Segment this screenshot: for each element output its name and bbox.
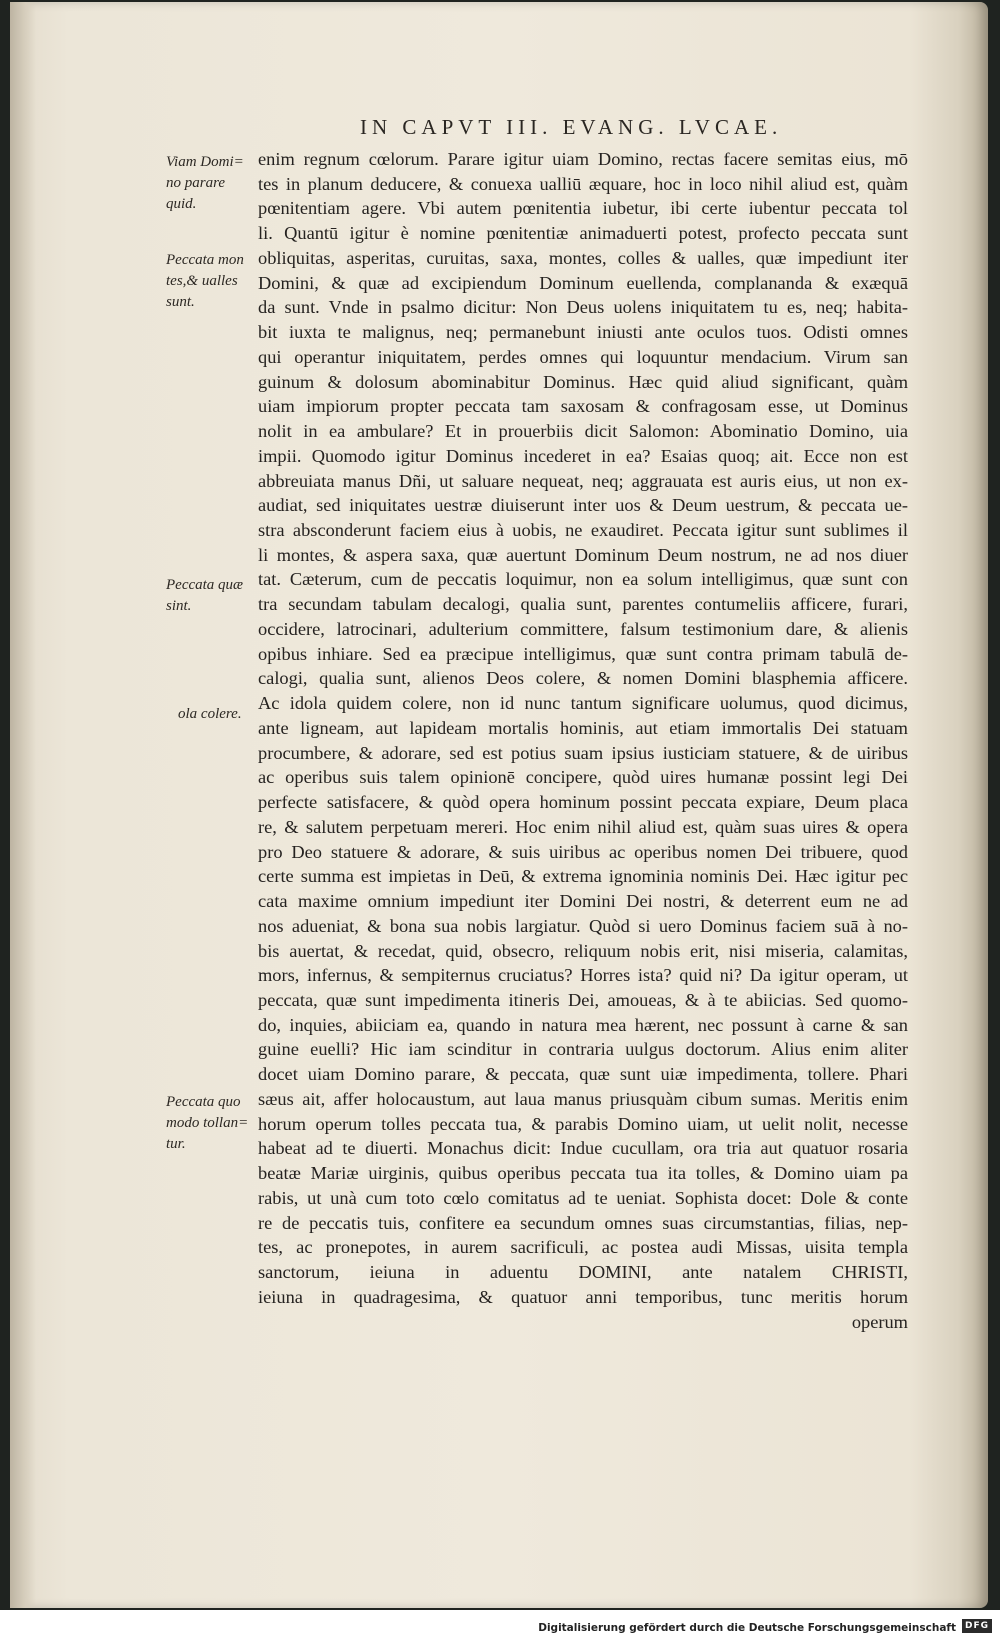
text-line: stra absconderunt faciem eius à uobis, ne exaudiret. Peccata igitur sunt sublimes il	[258, 520, 908, 541]
text-line: tat. Cæterum, cum de peccatis loquimur, non ea solum intelligimus, quæ sunt con	[258, 569, 908, 590]
text-line: abbreuiata manus Dñi, ut saluare nequeat, neq; aggrauata est auris eius, ut non ex-	[258, 470, 908, 491]
text-line: re de peccatis tuis, confitere ea secundum omnes suas circumstantias, filias, nep-	[258, 1212, 908, 1233]
margin-note-peccata-tollantur: Peccata quo modo tollan= tur.	[166, 1094, 249, 1152]
text-line: occidere, latrocinari, adulterium committere, falsum testimonium dare, & alienis	[258, 618, 908, 639]
text-line: Domini, & quæ ad excipiendum Dominum euellenda, complananda & exæquā	[258, 272, 908, 293]
text-line: ieiuna in quadragesima, & quatuor anni temporibus, tunc meritis horum	[258, 1286, 908, 1307]
text-line: uiam impiorum propter peccata tam saxosam & confragosam esse, ut Dominus	[258, 396, 908, 417]
text-line: mors, infernus, & sempiternus cruciatus? Horres ista? quid ni? Da igitur operam, ut	[258, 965, 908, 986]
text-line: da sunt. Vnde in psalmo dicitur: Non Deus uolens iniquitatem tu es, neq; habita-	[258, 297, 908, 318]
text-line: perfecte satisfacere, & quòd opera hominum possint peccata expiare, Deum placa	[258, 792, 908, 813]
text-line: nolit in ea ambulare? Et in prouerbiis dicit Salomon: Abominatio Domino, uia	[258, 421, 908, 442]
text-line: beatæ Mariæ uirginis, quibus operibus peccata tua ita tolles, & Domino uiam pa	[258, 1163, 908, 1184]
text-line: qui operantur iniquitatem, perdes omnes qui loquuntur mendacium. Virum san	[258, 346, 908, 367]
margin-note-peccata-montes: Peccata mon tes,& ualles sunt.	[166, 252, 244, 310]
margin-note-peccata-quae: Peccata quæ sint.	[166, 577, 244, 614]
text-line: li. Quantū igitur è nomine pœnitentiæ animaduerti potest, profecto peccata sunt	[258, 223, 908, 244]
text-line: peccata, quæ sunt impedimenta itineris Dei, amoueas, & à te abiicias. Sed quomo-	[258, 989, 908, 1010]
text-line: bit iuxta te malignus, neq; permanebunt iniusti ante oculos tuos. Odisti omnes	[258, 322, 908, 343]
running-head: IN CAPVT III. EVANG. LVCAE.	[360, 115, 783, 139]
text-line: enim regnum cœlorum. Parare igitur uiam Domino, rectas facere semitas eius, mō	[258, 149, 908, 169]
text-line: guine euelli? Hic iam scinditur in contraria uulgus doctorum. Alius enim aliter	[258, 1039, 908, 1060]
text-line: Ac idola quidem colere, non id nunc tantum significare uolumus, quod dicimus,	[258, 693, 908, 714]
text-line: operum	[851, 1311, 908, 1332]
text-line: bis auertat, & recedat, quid, obsecro, reliquum nobis erit, nisi miseria, calamitas,	[258, 940, 908, 961]
text-line: re, & salutem perpetuam mereri. Hoc enim nihil aliud est, quàm suas uires & opera	[258, 816, 908, 837]
body-text	[258, 147, 908, 1334]
text-line: do, inquies, abiiciam ea, quando in natura mea hærent, nec possunt à carne & san	[258, 1014, 908, 1035]
page-gutter	[10, 2, 36, 1608]
text-line: audiat, sed iniquitates uestræ diuiserunt inter uos & Deum uestrum, & peccata ue-	[258, 495, 908, 516]
text-line: obliquitas, asperitas, curuitas, saxa, montes, colles & ualles, quæ impediunt iter	[258, 247, 908, 268]
text-line: pœnitentiam agere. Vbi autem pœnitentia iubetur, ibi certe iubentur peccata tol	[258, 198, 908, 219]
text-line: tes in planum deducere, & conuexa ualliū æquare, hoc in loco nihil aliud est, quàm	[258, 173, 908, 194]
text-line: tes, ac pronepotes, in aurem sacrificuli, ac postea audi Missas, uisita templa	[258, 1237, 908, 1258]
text-line: pro Deo statuere & adorare, & suis uiribus ac operibus nomen Dei tribuere, quod	[258, 841, 908, 862]
text-line: docet uiam Domino parare, & peccata, quæ sunt uiæ impedimenta, tollere. Phari	[258, 1064, 908, 1085]
text-line: opibus inhiare. Sed ea præcipue intelligimus, quæ sunt contra primam tabulā de-	[258, 643, 908, 664]
margin-note-viam-domino: Viam Domi= no parare quid.	[166, 154, 244, 212]
text-line: impii. Quomodo igitur Dominus incederet in ea? Esaias quoq; ait. Ecce non est	[258, 445, 908, 466]
text-line: guinum & dolosum abominabitur Dominus. Hæc quid aliud significant, quàm	[258, 371, 908, 392]
text-line: ac operibus suis talem opinionē concipere, quòd uires humanæ possint legi Dei	[258, 767, 908, 788]
text-line: tra secundam tabulam decalogi, qualia sunt, parentes contumeliis afficere, furari,	[258, 594, 908, 615]
text-line: ante ligneam, aut lapideam mortalis hominis, aut etiam immortalis Dei statuam	[258, 717, 908, 738]
text-line: procumbere, & adorare, sed est potius suam ipsius iusticiam statuere, & de uiribus	[258, 742, 908, 763]
text-line: habeat ad te diuerti. Monachus dicit: Indue cucullam, ora tria aut quatuor rosaria	[258, 1138, 908, 1159]
text-line: sanctorum, ieiuna in aduentu DOMINI, ante natalem CHRISTI,	[258, 1262, 908, 1283]
text-line: horum operum tolles peccata tua, & parabis Domino uiam, ut uelit nolit, necesse	[258, 1113, 908, 1134]
text-line: rabis, ut unà cum toto cœlo comitatus ad te ueniat. Sophista docet: Dole & conte	[258, 1187, 908, 1208]
text-line: li montes, & aspera saxa, quæ auertunt Dominum Deum nostrum, ne ad nos diuer	[258, 544, 908, 565]
dfg-logo: DFG	[962, 1619, 992, 1633]
text-line: sæus ait, affer holocaustum, aut laua manus priusquàm cibum sumas. Meritis enim	[258, 1088, 908, 1109]
text-line: nos adueniat, & bona sua nobis largiatur. Quòd si uero Dominus faciem suā à no-	[258, 915, 908, 936]
text-line: calogi, qualia sunt, alienos Deos colere, & nomen Domini blasphemia afficere.	[258, 668, 908, 689]
text-line: certe summa est impietas in Deū, & extrema ignominia nominis Dei. Hæc igitur pec	[258, 866, 908, 887]
margin-note-idola-colere: ola colere.	[178, 706, 242, 722]
funding-credit: Digitalisierung gefördert durch die Deutsche Forschungsgemeinschaft	[538, 1622, 956, 1634]
text-line: cata maxime omnium impediunt iter Domini Dei nostri, & deterrent eum ne ad	[258, 891, 908, 912]
